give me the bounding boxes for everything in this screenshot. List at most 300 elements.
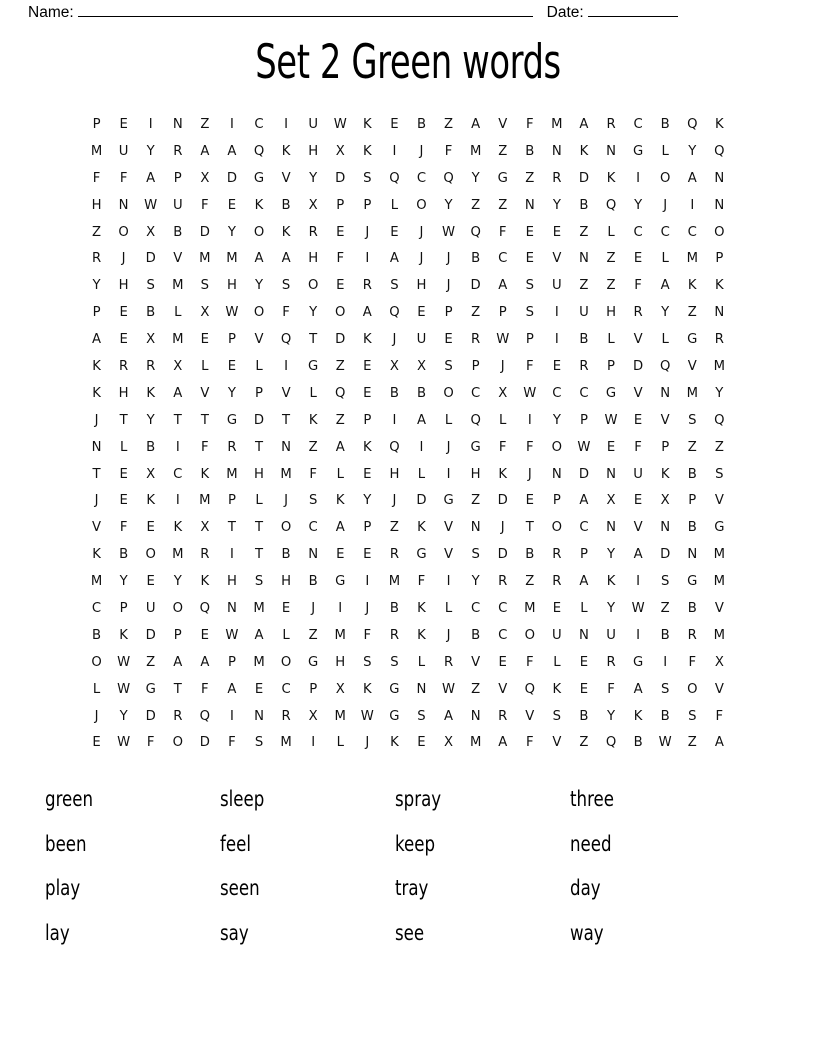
- grid-cell[interactable]: C: [308, 520, 318, 536]
- grid-cell[interactable]: M: [713, 574, 726, 590]
- grid-cell[interactable]: C: [633, 224, 643, 240]
- grid-cell[interactable]: O: [551, 520, 563, 536]
- grid-cell[interactable]: E: [633, 493, 643, 509]
- grid-cell[interactable]: P: [173, 627, 182, 643]
- grid-cell[interactable]: A: [200, 654, 210, 670]
- name-write-line[interactable]: [78, 2, 533, 17]
- grid-cell[interactable]: R: [633, 305, 643, 321]
- grid-cell[interactable]: H: [335, 654, 346, 670]
- grid-cell[interactable]: A: [254, 627, 264, 643]
- grid-cell[interactable]: E: [579, 681, 589, 697]
- grid-cell[interactable]: Z: [389, 520, 399, 536]
- grid-cell[interactable]: B: [687, 466, 697, 482]
- grid-cell[interactable]: X: [146, 224, 156, 240]
- grid-cell[interactable]: B: [633, 735, 643, 751]
- grid-cell[interactable]: B: [389, 601, 399, 617]
- grid-cell[interactable]: C: [660, 224, 670, 240]
- grid-cell[interactable]: J: [311, 601, 316, 617]
- grid-cell[interactable]: A: [498, 735, 508, 751]
- grid-cell[interactable]: Z: [471, 493, 481, 509]
- grid-cell[interactable]: A: [227, 143, 237, 159]
- grid-cell[interactable]: J: [419, 224, 424, 240]
- grid-cell[interactable]: F: [201, 681, 209, 697]
- grid-cell[interactable]: F: [119, 520, 128, 536]
- grid-cell[interactable]: M: [280, 466, 292, 482]
- grid-cell[interactable]: B: [525, 143, 535, 159]
- grid-cell[interactable]: K: [119, 627, 128, 643]
- word-list-item[interactable]: feel: [220, 831, 251, 857]
- grid-cell[interactable]: D: [416, 493, 427, 509]
- grid-cell[interactable]: Z: [308, 439, 318, 455]
- grid-cell[interactable]: A: [579, 574, 589, 590]
- grid-cell[interactable]: O: [659, 170, 671, 186]
- word-list-item[interactable]: seen: [220, 876, 260, 902]
- grid-cell[interactable]: I: [446, 466, 451, 482]
- grid-cell[interactable]: O: [443, 385, 454, 401]
- grid-cell[interactable]: E: [254, 681, 264, 697]
- grid-cell[interactable]: V: [633, 332, 643, 348]
- grid-cell[interactable]: A: [173, 385, 183, 401]
- grid-cell[interactable]: M: [686, 251, 698, 267]
- grid-cell[interactable]: X: [498, 385, 508, 401]
- grid-cell[interactable]: G: [253, 170, 265, 186]
- grid-cell[interactable]: L: [174, 305, 182, 321]
- grid-cell[interactable]: I: [527, 412, 532, 428]
- grid-cell[interactable]: V: [660, 412, 670, 428]
- word-list-item[interactable]: lay: [45, 920, 70, 946]
- grid-cell[interactable]: J: [500, 520, 505, 536]
- grid-cell[interactable]: P: [255, 385, 263, 401]
- grid-cell[interactable]: Z: [498, 197, 508, 213]
- grid-cell[interactable]: O: [145, 547, 156, 563]
- grid-cell[interactable]: K: [606, 170, 616, 186]
- grid-cell[interactable]: P: [715, 251, 724, 267]
- grid-cell[interactable]: V: [254, 332, 264, 348]
- grid-cell[interactable]: E: [336, 547, 345, 563]
- grid-cell[interactable]: S: [281, 278, 291, 294]
- grid-cell[interactable]: W: [442, 224, 456, 240]
- grid-cell[interactable]: S: [444, 359, 453, 375]
- grid-cell[interactable]: F: [525, 654, 534, 670]
- grid-cell[interactable]: L: [661, 251, 669, 267]
- grid-cell[interactable]: C: [91, 601, 102, 617]
- grid-cell[interactable]: W: [604, 412, 618, 428]
- word-list-item[interactable]: way: [570, 920, 604, 946]
- grid-cell[interactable]: N: [660, 520, 671, 536]
- grid-cell[interactable]: A: [335, 439, 345, 455]
- grid-cell[interactable]: P: [607, 359, 615, 375]
- grid-cell[interactable]: L: [336, 466, 344, 482]
- grid-cell[interactable]: N: [579, 251, 589, 267]
- grid-cell[interactable]: S: [715, 466, 724, 482]
- grid-cell[interactable]: G: [416, 547, 427, 563]
- grid-cell[interactable]: J: [365, 224, 370, 240]
- grid-cell[interactable]: R: [173, 143, 183, 159]
- grid-cell[interactable]: B: [119, 547, 129, 563]
- grid-cell[interactable]: Z: [146, 654, 156, 670]
- grid-cell[interactable]: J: [500, 359, 505, 375]
- grid-cell[interactable]: Q: [335, 385, 346, 401]
- grid-cell[interactable]: T: [200, 412, 209, 428]
- grid-cell[interactable]: R: [606, 117, 616, 132]
- grid-cell[interactable]: I: [284, 117, 289, 132]
- grid-cell[interactable]: Y: [552, 197, 561, 213]
- grid-cell[interactable]: V: [281, 170, 291, 186]
- grid-cell[interactable]: L: [444, 412, 453, 428]
- grid-cell[interactable]: X: [308, 197, 318, 213]
- grid-cell[interactable]: Z: [471, 197, 481, 213]
- grid-cell[interactable]: R: [687, 627, 697, 643]
- grid-cell[interactable]: Y: [227, 224, 236, 240]
- grid-cell[interactable]: W: [117, 654, 131, 670]
- grid-cell[interactable]: S: [688, 708, 697, 724]
- grid-cell[interactable]: B: [416, 385, 426, 401]
- grid-cell[interactable]: B: [687, 520, 697, 536]
- grid-cell[interactable]: R: [200, 547, 210, 563]
- grid-cell[interactable]: V: [92, 520, 102, 536]
- grid-cell[interactable]: L: [201, 359, 209, 375]
- grid-cell[interactable]: D: [145, 708, 156, 724]
- grid-cell[interactable]: R: [714, 332, 724, 348]
- grid-cell[interactable]: L: [255, 493, 263, 509]
- grid-cell[interactable]: I: [338, 601, 343, 617]
- grid-cell[interactable]: R: [471, 332, 481, 348]
- grid-cell[interactable]: O: [280, 520, 292, 536]
- grid-cell[interactable]: K: [715, 117, 724, 132]
- grid-cell[interactable]: N: [551, 143, 562, 159]
- grid-cell[interactable]: U: [145, 601, 156, 617]
- grid-cell[interactable]: H: [389, 466, 400, 482]
- word-list-item[interactable]: play: [45, 876, 81, 902]
- grid-cell[interactable]: O: [280, 654, 292, 670]
- grid-cell[interactable]: Q: [389, 170, 400, 186]
- grid-cell[interactable]: S: [688, 412, 697, 428]
- grid-cell[interactable]: H: [470, 466, 481, 482]
- grid-cell[interactable]: K: [92, 385, 101, 401]
- grid-cell[interactable]: V: [173, 251, 183, 267]
- grid-cell[interactable]: R: [498, 574, 508, 590]
- grid-cell[interactable]: F: [336, 251, 345, 267]
- grid-cell[interactable]: L: [661, 332, 669, 348]
- grid-cell[interactable]: C: [416, 170, 427, 186]
- grid-cell[interactable]: H: [226, 574, 237, 590]
- grid-cell[interactable]: P: [363, 197, 372, 213]
- word-list-item[interactable]: spray: [395, 787, 442, 813]
- grid-cell[interactable]: E: [119, 493, 128, 509]
- grid-cell[interactable]: U: [633, 466, 643, 482]
- grid-cell[interactable]: L: [282, 627, 290, 643]
- grid-cell[interactable]: P: [471, 359, 480, 375]
- grid-cell[interactable]: O: [307, 278, 319, 294]
- grid-cell[interactable]: E: [200, 627, 210, 643]
- grid-cell[interactable]: S: [552, 708, 562, 724]
- grid-cell[interactable]: Z: [606, 251, 616, 267]
- grid-cell[interactable]: G: [632, 654, 644, 670]
- grid-cell[interactable]: W: [442, 681, 456, 697]
- grid-cell[interactable]: K: [362, 332, 372, 348]
- grid-cell[interactable]: T: [92, 466, 101, 482]
- grid-cell[interactable]: D: [145, 251, 156, 267]
- grid-cell[interactable]: C: [687, 224, 697, 240]
- grid-cell[interactable]: K: [281, 224, 291, 240]
- grid-cell[interactable]: A: [254, 251, 264, 267]
- grid-cell[interactable]: G: [308, 359, 319, 375]
- grid-cell[interactable]: E: [119, 332, 128, 348]
- grid-cell[interactable]: I: [392, 143, 397, 159]
- grid-cell[interactable]: S: [660, 574, 670, 590]
- grid-cell[interactable]: K: [633, 708, 643, 724]
- grid-cell[interactable]: M: [172, 332, 184, 348]
- grid-cell[interactable]: Q: [389, 439, 400, 455]
- grid-cell[interactable]: Y: [552, 412, 561, 428]
- grid-cell[interactable]: Y: [254, 278, 264, 294]
- grid-cell[interactable]: N: [714, 305, 725, 321]
- grid-cell[interactable]: P: [579, 547, 588, 563]
- grid-cell[interactable]: A: [200, 143, 210, 159]
- grid-cell[interactable]: M: [172, 547, 184, 563]
- grid-cell[interactable]: O: [524, 627, 535, 643]
- grid-cell[interactable]: K: [200, 574, 210, 590]
- grid-cell[interactable]: N: [524, 197, 535, 213]
- grid-cell[interactable]: X: [308, 708, 318, 724]
- grid-cell[interactable]: L: [119, 439, 128, 455]
- grid-cell[interactable]: Z: [92, 224, 102, 240]
- grid-cell[interactable]: Z: [471, 305, 481, 321]
- grid-cell[interactable]: S: [390, 278, 399, 294]
- grid-cell[interactable]: V: [444, 520, 454, 536]
- word-list-item[interactable]: say: [220, 920, 249, 946]
- grid-cell[interactable]: E: [606, 439, 616, 455]
- grid-cell[interactable]: Z: [471, 681, 481, 697]
- grid-cell[interactable]: K: [552, 681, 562, 697]
- grid-cell[interactable]: E: [363, 385, 372, 401]
- grid-cell[interactable]: C: [173, 466, 183, 482]
- grid-cell[interactable]: X: [200, 520, 210, 536]
- grid-cell[interactable]: L: [607, 224, 615, 240]
- grid-cell[interactable]: P: [498, 305, 507, 321]
- grid-cell[interactable]: C: [579, 520, 589, 536]
- grid-cell[interactable]: E: [119, 466, 128, 482]
- grid-cell[interactable]: J: [94, 708, 99, 724]
- grid-cell[interactable]: A: [498, 278, 508, 294]
- grid-cell[interactable]: C: [254, 117, 264, 132]
- grid-cell[interactable]: B: [579, 197, 589, 213]
- grid-cell[interactable]: B: [471, 627, 481, 643]
- grid-cell[interactable]: Y: [227, 385, 236, 401]
- grid-cell[interactable]: N: [281, 439, 292, 455]
- grid-cell[interactable]: A: [714, 735, 724, 751]
- grid-cell[interactable]: W: [523, 385, 537, 401]
- grid-cell[interactable]: B: [416, 117, 426, 132]
- grid-cell[interactable]: Z: [687, 439, 697, 455]
- grid-cell[interactable]: M: [172, 278, 184, 294]
- grid-cell[interactable]: P: [525, 332, 534, 348]
- grid-cell[interactable]: K: [92, 547, 101, 563]
- grid-cell[interactable]: O: [172, 735, 183, 751]
- grid-cell[interactable]: F: [309, 466, 317, 482]
- grid-cell[interactable]: E: [363, 466, 372, 482]
- grid-cell[interactable]: G: [497, 170, 508, 186]
- grid-cell[interactable]: M: [90, 574, 103, 590]
- grid-cell[interactable]: X: [335, 681, 345, 697]
- grid-cell[interactable]: K: [173, 520, 183, 536]
- grid-cell[interactable]: C: [281, 681, 291, 697]
- grid-cell[interactable]: G: [145, 681, 156, 697]
- grid-cell[interactable]: Z: [525, 574, 535, 590]
- grid-cell[interactable]: C: [471, 601, 481, 617]
- grid-cell[interactable]: G: [443, 493, 454, 509]
- grid-cell[interactable]: F: [444, 143, 453, 159]
- grid-cell[interactable]: E: [146, 574, 155, 590]
- grid-cell[interactable]: K: [687, 278, 697, 294]
- grid-cell[interactable]: I: [175, 493, 180, 509]
- grid-cell[interactable]: R: [552, 574, 562, 590]
- grid-cell[interactable]: F: [282, 305, 290, 321]
- grid-cell[interactable]: Y: [444, 197, 453, 213]
- grid-cell[interactable]: Z: [687, 305, 697, 321]
- grid-cell[interactable]: M: [551, 117, 563, 132]
- grid-cell[interactable]: F: [525, 735, 534, 751]
- grid-cell[interactable]: B: [92, 627, 102, 643]
- grid-cell[interactable]: O: [253, 305, 265, 321]
- grid-cell[interactable]: Y: [92, 278, 101, 294]
- grid-cell[interactable]: L: [580, 601, 588, 617]
- grid-cell[interactable]: Y: [146, 143, 155, 159]
- grid-cell[interactable]: A: [579, 117, 589, 132]
- grid-cell[interactable]: D: [199, 735, 210, 751]
- grid-cell[interactable]: O: [714, 224, 725, 240]
- grid-cell[interactable]: X: [200, 170, 210, 186]
- grid-cell[interactable]: A: [92, 332, 102, 348]
- grid-cell[interactable]: T: [254, 520, 264, 536]
- grid-cell[interactable]: R: [173, 708, 183, 724]
- grid-cell[interactable]: K: [92, 359, 101, 375]
- grid-cell[interactable]: S: [471, 547, 480, 563]
- grid-cell[interactable]: P: [173, 170, 182, 186]
- grid-cell[interactable]: F: [92, 170, 101, 186]
- grid-cell[interactable]: P: [688, 493, 697, 509]
- grid-cell[interactable]: F: [498, 439, 507, 455]
- grid-cell[interactable]: N: [660, 385, 671, 401]
- grid-cell[interactable]: R: [606, 654, 616, 670]
- grid-cell[interactable]: S: [200, 278, 210, 294]
- grid-cell[interactable]: Q: [253, 143, 265, 159]
- grid-cell[interactable]: Y: [634, 197, 643, 213]
- grid-cell[interactable]: G: [470, 439, 481, 455]
- grid-cell[interactable]: J: [392, 493, 397, 509]
- grid-cell[interactable]: G: [308, 654, 319, 670]
- grid-cell[interactable]: O: [253, 224, 265, 240]
- grid-cell[interactable]: B: [660, 708, 670, 724]
- grid-cell[interactable]: E: [92, 735, 101, 751]
- grid-cell[interactable]: H: [118, 278, 129, 294]
- grid-cell[interactable]: M: [334, 708, 346, 724]
- grid-cell[interactable]: K: [390, 735, 399, 751]
- grid-cell[interactable]: Z: [579, 224, 589, 240]
- grid-cell[interactable]: T: [254, 547, 264, 563]
- grid-cell[interactable]: W: [333, 117, 347, 132]
- grid-cell[interactable]: N: [470, 520, 481, 536]
- grid-cell[interactable]: N: [254, 708, 264, 724]
- grid-cell[interactable]: E: [498, 654, 507, 670]
- grid-cell[interactable]: L: [92, 681, 101, 697]
- grid-cell[interactable]: M: [713, 627, 726, 643]
- grid-cell[interactable]: M: [199, 493, 211, 509]
- grid-cell[interactable]: E: [336, 278, 345, 294]
- grid-cell[interactable]: T: [173, 412, 182, 428]
- grid-cell[interactable]: B: [579, 332, 589, 348]
- grid-cell[interactable]: I: [365, 574, 370, 590]
- grid-cell[interactable]: R: [443, 654, 454, 670]
- grid-cell[interactable]: S: [146, 278, 155, 294]
- grid-cell[interactable]: N: [714, 170, 725, 186]
- grid-cell[interactable]: J: [446, 627, 451, 643]
- grid-cell[interactable]: U: [308, 117, 318, 132]
- grid-cell[interactable]: L: [390, 197, 399, 213]
- grid-cell[interactable]: Q: [714, 143, 725, 159]
- grid-cell[interactable]: R: [91, 251, 102, 267]
- grid-cell[interactable]: R: [498, 708, 508, 724]
- grid-cell[interactable]: B: [660, 627, 670, 643]
- grid-cell[interactable]: Z: [606, 278, 616, 294]
- grid-cell[interactable]: F: [525, 359, 534, 375]
- grid-cell[interactable]: K: [362, 143, 372, 159]
- grid-cell[interactable]: E: [281, 601, 291, 617]
- grid-cell[interactable]: G: [687, 332, 698, 348]
- grid-cell[interactable]: F: [525, 117, 534, 132]
- grid-cell[interactable]: V: [714, 601, 724, 617]
- grid-cell[interactable]: L: [309, 385, 317, 401]
- grid-cell[interactable]: H: [606, 305, 616, 321]
- grid-cell[interactable]: N: [172, 117, 183, 132]
- grid-cell[interactable]: I: [229, 117, 234, 132]
- grid-cell[interactable]: J: [419, 251, 424, 267]
- grid-cell[interactable]: Y: [309, 170, 318, 186]
- grid-cell[interactable]: P: [92, 117, 101, 132]
- grid-cell[interactable]: Z: [200, 117, 210, 132]
- grid-cell[interactable]: S: [660, 681, 670, 697]
- grid-cell[interactable]: R: [119, 359, 129, 375]
- grid-cell[interactable]: N: [714, 197, 725, 213]
- grid-cell[interactable]: N: [606, 520, 616, 536]
- grid-cell[interactable]: W: [225, 305, 239, 321]
- grid-cell[interactable]: M: [686, 385, 698, 401]
- grid-cell[interactable]: Z: [444, 117, 454, 132]
- grid-cell[interactable]: B: [281, 547, 291, 563]
- grid-cell[interactable]: Z: [525, 170, 535, 186]
- grid-cell[interactable]: H: [308, 251, 319, 267]
- grid-cell[interactable]: E: [552, 224, 562, 240]
- grid-cell[interactable]: L: [553, 654, 561, 670]
- grid-cell[interactable]: X: [146, 466, 156, 482]
- grid-cell[interactable]: J: [446, 439, 451, 455]
- grid-cell[interactable]: A: [633, 547, 643, 563]
- grid-cell[interactable]: G: [605, 385, 617, 401]
- grid-cell[interactable]: W: [496, 332, 510, 348]
- grid-cell[interactable]: I: [663, 654, 668, 670]
- grid-cell[interactable]: M: [524, 601, 536, 617]
- grid-cell[interactable]: F: [498, 224, 507, 240]
- grid-cell[interactable]: Y: [119, 708, 128, 724]
- grid-cell[interactable]: V: [444, 547, 454, 563]
- grid-cell[interactable]: O: [687, 681, 698, 697]
- grid-cell[interactable]: G: [389, 681, 400, 697]
- word-list-item[interactable]: tray: [395, 876, 429, 902]
- grid-cell[interactable]: I: [446, 574, 451, 590]
- grid-cell[interactable]: E: [417, 735, 426, 751]
- grid-cell[interactable]: I: [175, 439, 180, 455]
- grid-cell[interactable]: X: [606, 493, 616, 509]
